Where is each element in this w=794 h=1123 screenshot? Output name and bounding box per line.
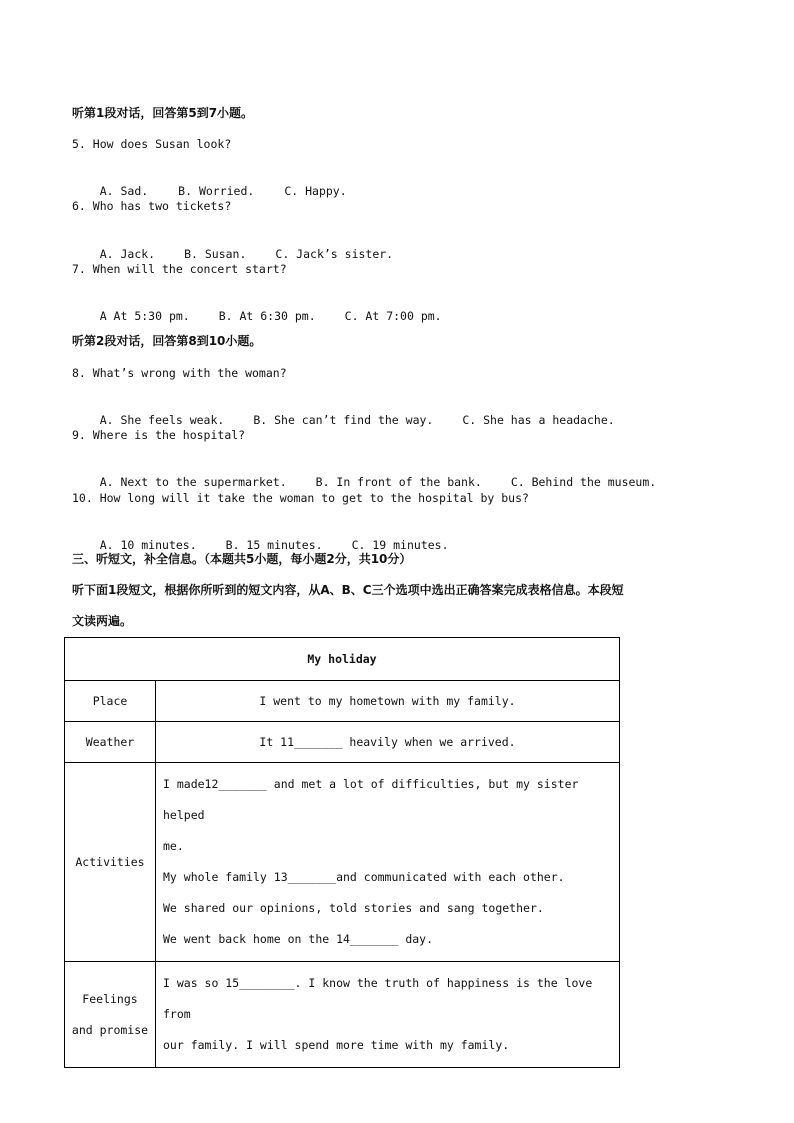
question-7: 7. When will the concert start? xyxy=(72,262,287,276)
section1-heading: 听第1段对话，回答第5到7小题。 xyxy=(72,106,254,120)
holiday-table xyxy=(64,637,620,1068)
option: A. She feels weak. xyxy=(99,413,225,427)
part3-instruction-line2: 文读两遍。 xyxy=(72,614,133,628)
option: B. She can’t find the way. xyxy=(253,413,434,427)
option: B. Susan. xyxy=(184,247,247,261)
question-5: 5. How does Susan look? xyxy=(72,137,232,151)
option: B. In front of the bank. xyxy=(315,475,482,489)
activities-line: me. xyxy=(163,839,184,853)
option: C. At 7:00 pm. xyxy=(344,309,442,323)
question-6: 6. Who has two tickets? xyxy=(72,199,232,213)
row-content-activities xyxy=(156,763,620,962)
activities-line: We went back home on the 14_______ day. xyxy=(163,932,434,946)
row-content-place: I went to my hometown with my family. xyxy=(156,681,620,722)
table-title: My holiday xyxy=(65,638,620,681)
row-label-weather: Weather xyxy=(65,722,156,763)
feelings-line: I was so 15________. I know the truth of happiness is the love from xyxy=(163,976,593,1021)
part3-heading: 三、听短文，补全信息。（本题共5小题，每小题2分，共10分） xyxy=(72,552,412,566)
table-row xyxy=(65,962,620,1068)
activities-line: I made12_______ and met a lot of difficulties, but my sister helped xyxy=(163,777,579,822)
table-row xyxy=(65,681,620,722)
part3-instruction-line1: 听下面1段短文，根据你所听到的短文内容，从A、B、C三个选项中选出正确答案完成表格信息。本段短 xyxy=(72,583,624,597)
option: A. Sad. xyxy=(99,184,149,198)
activities-line: My whole family 13_______and communicated with each other. xyxy=(163,870,565,884)
table-title-row xyxy=(65,638,620,681)
question-8: 8. What’s wrong with the woman? xyxy=(72,366,287,380)
option: C. She has a headache. xyxy=(462,413,615,427)
row-label-feelings xyxy=(65,962,156,1068)
table-row xyxy=(65,763,620,962)
row-content-weather: It 11_______ heavily when we arrived. xyxy=(156,722,620,763)
option: C. Jack’s sister. xyxy=(275,247,394,261)
feelings-label-line: and promise xyxy=(71,1022,149,1037)
option: B. At 6:30 pm. xyxy=(218,309,316,323)
option: B. 15 minutes. xyxy=(225,538,323,552)
option: C. Behind the museum. xyxy=(510,475,657,489)
row-label-place: Place xyxy=(65,681,156,722)
option: A. Jack. xyxy=(99,247,156,261)
row-label-activities: Activities xyxy=(65,763,156,962)
option: A. 10 minutes. xyxy=(99,538,197,552)
option: A. Next to the supermarket. xyxy=(99,475,287,489)
option: A At 5:30 pm. xyxy=(99,309,190,323)
section2-heading: 听第2段对话，回答第8到10小题。 xyxy=(72,334,262,348)
option: C. 19 minutes. xyxy=(351,538,449,552)
feelings-line: our family. I will spend more time with my family. xyxy=(163,1038,510,1052)
table-row xyxy=(65,722,620,763)
row-content-feelings xyxy=(156,962,620,1068)
question-10: 10. How long will it take the woman to get to the hospital by bus? xyxy=(72,491,529,505)
option: B. Worried. xyxy=(178,184,255,198)
activities-line: We shared our opinions, told stories and sang together. xyxy=(163,901,544,915)
question-9: 9. Where is the hospital? xyxy=(72,428,246,442)
option: C. Happy. xyxy=(284,184,347,198)
feelings-label-line: Feelings xyxy=(82,991,138,1006)
